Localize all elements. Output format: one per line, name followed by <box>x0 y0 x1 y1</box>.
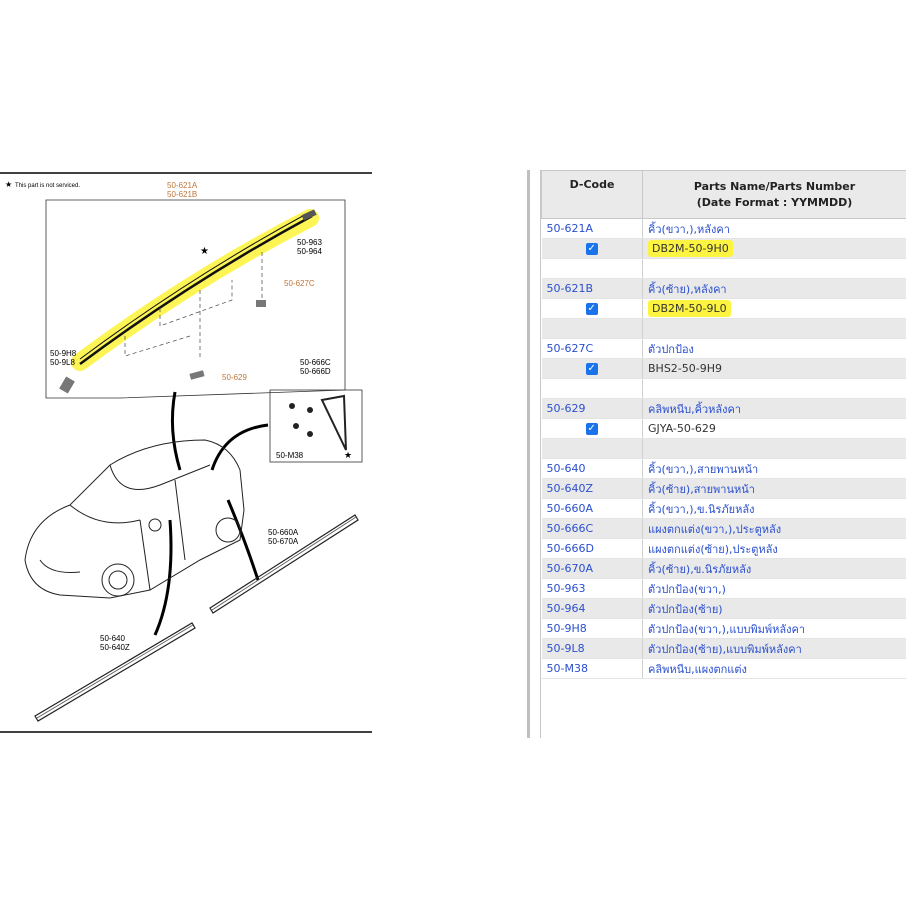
select-cell <box>542 239 643 259</box>
part-name-link[interactable]: คิ้ว(ซ้าย),สายพานหน้า <box>643 479 906 499</box>
blank-cell <box>542 439 643 459</box>
header-dcode: D-Code <box>542 171 643 219</box>
not-serviced-notice: This part is not serviced. <box>15 183 81 189</box>
table-row <box>542 259 906 279</box>
star-icon: ★ <box>5 180 13 189</box>
part-number <box>643 299 906 319</box>
table-row <box>542 539 906 559</box>
table-row <box>542 519 906 539</box>
table-row <box>542 299 906 319</box>
callout-50-621B: 50-621B <box>167 190 198 199</box>
blank-cell <box>643 439 906 459</box>
table-row <box>542 659 906 679</box>
select-cell <box>542 359 643 379</box>
part-checkbox[interactable]: ✓ <box>587 423 596 434</box>
table-row <box>542 599 906 619</box>
table-row <box>542 619 906 639</box>
callout-50-629: 50-629 <box>222 373 247 382</box>
blank-cell <box>542 259 643 279</box>
part-name-link[interactable]: คิ้ว(ซ้าย),ข.นิรภัยหลัง <box>643 559 906 579</box>
part-name-link[interactable]: คิ้ว(ขวา,),สายพานหน้า <box>643 459 906 479</box>
table-row <box>542 419 906 439</box>
part-checkbox[interactable]: ✓ <box>587 363 596 374</box>
protector-part <box>256 300 266 307</box>
part-number <box>643 239 906 259</box>
blank-cell <box>542 319 643 339</box>
star-icon: ★ <box>200 246 209 257</box>
dcode-link[interactable]: 50-660A <box>542 499 643 519</box>
callout-50-627C: 50-627C <box>284 279 315 288</box>
dcode-link[interactable]: 50-627C <box>542 339 643 359</box>
dcode-link[interactable]: 50-621A <box>542 219 643 239</box>
dcode-link[interactable]: 50-666D <box>542 539 643 559</box>
callout-50-670A: 50-670A <box>268 537 299 546</box>
part-checkbox[interactable]: ✓ <box>587 303 596 314</box>
part-name-link[interactable]: ตัวปกป้อง <box>643 339 906 359</box>
blank-cell <box>643 319 906 339</box>
table-row <box>542 399 906 419</box>
end-protector-part <box>59 376 75 393</box>
select-cell <box>542 419 643 439</box>
table-row <box>542 359 906 379</box>
table-row <box>542 499 906 519</box>
dcode-link[interactable]: 50-670A <box>542 559 643 579</box>
table-row <box>542 339 906 359</box>
dcode-link[interactable]: 50-964 <box>542 599 643 619</box>
part-checkbox[interactable]: ✓ <box>587 243 596 254</box>
parts-table <box>540 170 906 738</box>
part-name-link[interactable]: คิ้ว(ขวา,),หลังคา <box>643 219 906 239</box>
dcode-link[interactable]: 50-629 <box>542 399 643 419</box>
callout-50-9H8: 50-9H8 <box>50 349 77 358</box>
blank-cell <box>542 379 643 399</box>
table-row <box>542 239 906 259</box>
part-name-link[interactable]: ตัวปกป้อง(ซ้าย),แบบพิมพ์หลังคา <box>643 639 906 659</box>
dcode-link[interactable]: 50-9L8 <box>542 639 643 659</box>
dcode-link[interactable]: 50-640 <box>542 459 643 479</box>
dcode-link[interactable]: 50-621B <box>542 279 643 299</box>
parts-diagram <box>0 0 380 906</box>
part-name-link[interactable]: ตัวปกป้อง(ขวา,),แบบพิมพ์หลังคา <box>643 619 906 639</box>
callout-50-660A: 50-660A <box>268 528 299 537</box>
callout-50-640: 50-640 <box>100 634 125 643</box>
door-trim-part <box>322 396 346 450</box>
part-number-value: BHS2-50-9H9 <box>648 362 723 375</box>
table-row <box>542 219 906 239</box>
part-name-link[interactable]: ตัวปกป้อง(ขวา,) <box>643 579 906 599</box>
part-name-link[interactable]: คลิพหนีบ,แผงตกแต่ง <box>643 659 906 679</box>
part-number <box>643 419 906 439</box>
part-name-link[interactable]: แผงตกแต่ง(ขวา,),ประตูหลัง <box>643 519 906 539</box>
table-row <box>542 279 906 299</box>
table-row <box>542 559 906 579</box>
table-header <box>542 171 906 219</box>
part-name-link[interactable]: คิ้ว(ขวา,),ข.นิรภัยหลัง <box>643 499 906 519</box>
part-name-link[interactable]: ตัวปกป้อง(ซ้าย) <box>643 599 906 619</box>
callout-50-666C: 50-666C <box>300 358 331 367</box>
clip-part <box>189 370 204 379</box>
blank-cell <box>643 379 906 399</box>
part-name-link[interactable]: คลิพหนีบ,คิ้วหลังคา <box>643 399 906 419</box>
callout-50-666D: 50-666D <box>300 367 331 376</box>
dcode-link[interactable]: 50-M38 <box>542 659 643 679</box>
panel-divider <box>527 170 530 738</box>
car-illustration <box>25 440 244 598</box>
blank-cell <box>643 259 906 279</box>
part-name-link[interactable]: แผงตกแต่ง(ซ้าย),ประตูหลัง <box>643 539 906 559</box>
part-name-link[interactable]: คิ้ว(ซ้าย),หลังคา <box>643 279 906 299</box>
callout-50-M38: 50-M38 <box>276 451 304 460</box>
dcode-link[interactable]: 50-963 <box>542 579 643 599</box>
part-number <box>643 359 906 379</box>
table-row <box>542 459 906 479</box>
part-number-value: GJYA-50-629 <box>648 422 716 435</box>
callout-50-963: 50-963 <box>297 238 322 247</box>
dcode-link[interactable]: 50-640Z <box>542 479 643 499</box>
table-row <box>542 579 906 599</box>
header-parts-name: Parts Name/Parts Number (Date Format : YYMMDD) <box>643 171 906 219</box>
part-number-value: DB2M-50-9H0 <box>648 240 733 257</box>
callout-50-9L8: 50-9L8 <box>50 358 75 367</box>
dcode-link[interactable]: 50-666C <box>542 519 643 539</box>
part-number-value: DB2M-50-9L0 <box>648 300 731 317</box>
table-row <box>542 639 906 659</box>
table-row <box>542 319 906 339</box>
dcode-link[interactable]: 50-9H8 <box>542 619 643 639</box>
select-cell <box>542 299 643 319</box>
table-row <box>542 379 906 399</box>
table-row <box>542 479 906 499</box>
callout-50-964: 50-964 <box>297 247 322 256</box>
callout-50-621A: 50-621A <box>167 181 198 190</box>
table-row <box>542 439 906 459</box>
star-icon: ★ <box>344 450 353 460</box>
callout-50-640Z: 50-640Z <box>100 643 130 652</box>
